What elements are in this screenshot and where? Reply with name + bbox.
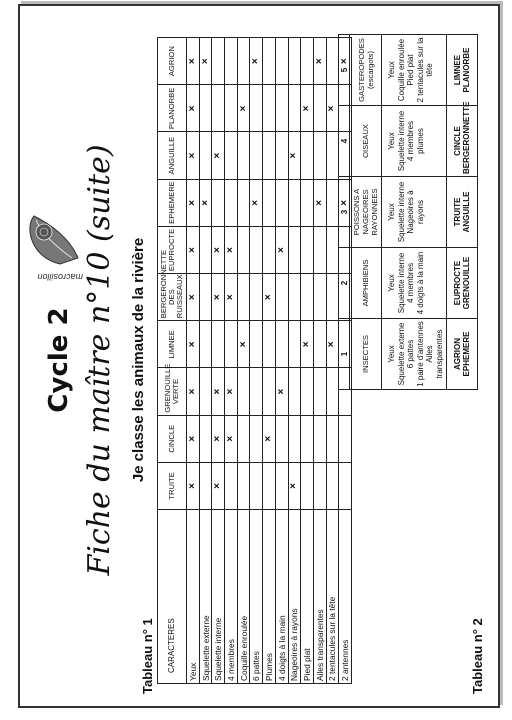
mark-cell	[199, 85, 212, 132]
mark-cell	[301, 38, 314, 85]
feature-line: plumes	[415, 128, 425, 154]
feature-line: 2 tentacules sur la tête	[415, 37, 434, 103]
mark-cell: ×	[212, 226, 225, 273]
characteristic-label: 6 pattes	[250, 510, 263, 684]
animal-header: TRUITE	[158, 462, 187, 509]
mark-cell	[199, 368, 212, 415]
group-animals	[447, 177, 478, 248]
mark-cell: ×	[212, 368, 225, 415]
animal-header: BERGERONNETTE DES RUISSEAUX	[158, 274, 187, 321]
mark-cell: ×	[263, 415, 276, 462]
mark-cell	[301, 368, 314, 415]
mark-cell	[199, 321, 212, 368]
animal-header: GRENOUILLE VERTE	[158, 368, 187, 415]
mark-cell	[225, 132, 238, 179]
classification-table	[338, 34, 478, 390]
group-animals	[447, 101, 478, 177]
feature-line: Ailes transparentes	[425, 329, 444, 379]
mark-cell: ×	[212, 462, 225, 509]
mark-cell	[288, 179, 301, 226]
group-features	[382, 106, 447, 177]
table-row	[313, 38, 326, 684]
feature-line: 6 pattes	[406, 339, 415, 369]
mark-cell	[225, 85, 238, 132]
group-name: INSECTES	[350, 319, 382, 390]
animal-header: LIMNEE	[158, 321, 187, 368]
feature-line: 4 membres	[406, 263, 415, 304]
mark-cell	[326, 415, 339, 462]
mark-cell	[275, 321, 288, 368]
mark-cell	[313, 462, 326, 509]
table-row	[250, 38, 263, 684]
group-features	[382, 177, 447, 248]
group-name-row	[350, 35, 382, 390]
characteristic-label: Pied plat	[301, 510, 314, 684]
mark-cell	[288, 321, 301, 368]
table-row	[263, 38, 276, 684]
mark-cell	[326, 462, 339, 509]
animal-name: CINCLE	[453, 126, 462, 156]
mark-cell: ×	[313, 179, 326, 226]
mark-cell	[275, 38, 288, 85]
feature-line: Yeux	[387, 61, 396, 79]
mark-cell	[250, 226, 263, 273]
mark-cell: ×	[250, 179, 263, 226]
feature-line: Yeux	[387, 132, 396, 150]
feature-line: Yeux	[387, 203, 396, 221]
mark-cell	[237, 368, 250, 415]
group-number: 1	[339, 319, 350, 390]
mark-cell: ×	[225, 226, 238, 273]
mark-cell	[225, 38, 238, 85]
mark-cell: ×	[263, 274, 276, 321]
mark-cell: ×	[301, 321, 314, 368]
mark-cell: ×	[212, 274, 225, 321]
feature-line: Pied plat	[406, 54, 415, 86]
mark-cell: ×	[212, 132, 225, 179]
characteristic-label: Squelette externe	[199, 510, 212, 684]
mark-cell	[250, 274, 263, 321]
mark-cell	[313, 368, 326, 415]
characteristic-label: Yeux	[187, 510, 200, 684]
mark-cell	[313, 274, 326, 321]
mark-cell	[313, 226, 326, 273]
feature-line: Yeux	[387, 345, 396, 363]
animal-name: EUPROCTE	[453, 260, 462, 306]
group-animals	[447, 35, 478, 106]
mark-cell	[250, 368, 263, 415]
group-number-row	[339, 35, 350, 390]
feature-line: Squelette interne	[396, 252, 406, 314]
mark-cell	[326, 274, 339, 321]
table-row	[187, 38, 200, 684]
mark-cell	[250, 85, 263, 132]
characteristics-table	[157, 37, 352, 684]
mark-cell	[288, 226, 301, 273]
animal-name: TRUITE	[453, 197, 462, 227]
mark-cell	[275, 132, 288, 179]
group-features	[382, 35, 447, 106]
mark-cell: ×	[237, 321, 250, 368]
feature-line: Nageoires à rayons	[406, 190, 425, 234]
mark-cell	[212, 85, 225, 132]
characteristic-label: Plumes	[263, 510, 276, 684]
feature-line: 4 membres	[406, 121, 415, 162]
mark-cell	[263, 368, 276, 415]
logo-text: macrosillon	[37, 272, 83, 282]
mark-cell: ×	[212, 415, 225, 462]
mark-cell: ×	[187, 179, 200, 226]
mark-cell	[275, 179, 288, 226]
characteristic-label: Squelette interne	[212, 510, 225, 684]
mark-cell	[237, 226, 250, 273]
mark-cell	[313, 85, 326, 132]
mark-cell: ×	[326, 321, 339, 368]
animal-header: AGRION	[158, 38, 187, 85]
animal-name: AGRION	[453, 338, 462, 370]
mark-cell	[237, 179, 250, 226]
characteristic-label: 2 tentacules sur la tête	[326, 510, 339, 684]
characteristic-label: Nageoires à rayons	[288, 510, 301, 684]
mark-cell	[237, 415, 250, 462]
group-number: 2	[339, 248, 350, 319]
mark-cell	[250, 321, 263, 368]
mark-cell	[199, 415, 212, 462]
mark-cell	[199, 462, 212, 509]
mark-cell	[326, 132, 339, 179]
mark-cell	[263, 38, 276, 85]
group-name: OISEAUX	[350, 106, 382, 177]
mark-cell	[275, 85, 288, 132]
group-name: AMPHIBIENS	[350, 248, 382, 319]
mark-cell	[275, 274, 288, 321]
mark-cell	[263, 179, 276, 226]
mark-cell	[199, 274, 212, 321]
animal-name: EPHEMERE	[462, 331, 471, 377]
fiche-title: Fiche du maître n°10 (suite)	[82, 144, 117, 576]
table-body	[187, 38, 352, 684]
mark-cell	[275, 415, 288, 462]
table-header-row	[158, 38, 187, 684]
feature-line: Coquille enroulée	[396, 38, 406, 102]
table-row	[275, 38, 288, 684]
feature-line: Squelette interne	[396, 110, 406, 172]
mark-cell: ×	[187, 415, 200, 462]
mark-cell: ×	[339, 38, 352, 85]
mark-cell	[263, 132, 276, 179]
mark-cell	[263, 462, 276, 509]
mark-cell	[339, 462, 352, 509]
mark-cell	[288, 415, 301, 462]
mark-cell	[288, 85, 301, 132]
table-row	[301, 38, 314, 684]
mark-cell: ×	[187, 38, 200, 85]
feature-line: 1 paire d'antennes	[415, 321, 425, 387]
mark-cell	[326, 368, 339, 415]
mark-cell: ×	[288, 462, 301, 509]
mark-cell: ×	[275, 226, 288, 273]
mark-cell	[263, 226, 276, 273]
mark-cell	[301, 274, 314, 321]
mark-cell: ×	[187, 368, 200, 415]
mark-cell	[301, 462, 314, 509]
mark-cell: ×	[187, 85, 200, 132]
characteristic-label: 4 doigts à la main	[275, 510, 288, 684]
table-row	[212, 38, 225, 684]
mark-cell: ×	[301, 85, 314, 132]
feature-line: Squelette interne	[396, 181, 406, 243]
group-number: 5	[339, 35, 350, 106]
mark-cell	[313, 321, 326, 368]
mark-cell	[301, 415, 314, 462]
mark-cell: ×	[187, 132, 200, 179]
mark-cell: ×	[187, 462, 200, 509]
mark-cell	[237, 274, 250, 321]
animal-name: LIMNEE	[453, 54, 462, 86]
animal-header: ANGUILLE	[158, 132, 187, 179]
mark-cell	[212, 179, 225, 226]
cycle-title: Cycle 2	[44, 307, 74, 413]
mark-cell	[237, 462, 250, 509]
mark-cell	[199, 226, 212, 273]
feature-line: Squelette externe	[396, 322, 406, 386]
page-subtitle: Je classe les animaux de la rivière	[130, 237, 147, 483]
mark-cell	[263, 321, 276, 368]
mark-cell	[237, 38, 250, 85]
mark-cell	[301, 226, 314, 273]
animal-header: EUPROCTE	[158, 226, 187, 273]
mark-cell	[288, 274, 301, 321]
group-animals-row	[447, 35, 478, 390]
characteristic-label: 4 membres	[225, 510, 238, 684]
characteristic-label: Ailes transparentes	[313, 510, 326, 684]
mark-cell	[326, 179, 339, 226]
animal-name: BERGERONNETTE	[462, 101, 471, 174]
mark-cell	[326, 226, 339, 273]
group-animals	[447, 248, 478, 319]
mark-cell	[212, 38, 225, 85]
group-features-row	[382, 35, 447, 390]
mark-cell	[225, 321, 238, 368]
mark-cell: ×	[288, 132, 301, 179]
mark-cell: ×	[237, 85, 250, 132]
mark-cell: ×	[187, 226, 200, 273]
feature-line: 4 doigts à la main	[415, 251, 425, 315]
mark-cell: ×	[339, 179, 352, 226]
group-features	[382, 248, 447, 319]
animal-name: ANGUILLE	[462, 191, 471, 233]
mark-cell	[288, 38, 301, 85]
animal-header: EPHEMERE	[158, 179, 187, 226]
mark-cell	[263, 85, 276, 132]
mark-cell	[313, 132, 326, 179]
mark-cell	[301, 132, 314, 179]
animal-name: PLANORBE	[462, 47, 471, 93]
mark-cell: ×	[275, 368, 288, 415]
mark-cell	[326, 38, 339, 85]
mark-cell	[212, 321, 225, 368]
mark-cell: ×	[199, 38, 212, 85]
mark-cell	[301, 179, 314, 226]
table-row	[199, 38, 212, 684]
group-features	[382, 319, 447, 390]
table-row	[288, 38, 301, 684]
table-row	[237, 38, 250, 684]
mark-cell: ×	[187, 321, 200, 368]
animal-name: GRENOUILLE	[462, 256, 471, 310]
characteristic-label: 2 antennes	[339, 510, 352, 684]
mark-cell	[288, 368, 301, 415]
mark-cell	[339, 415, 352, 462]
mark-cell	[275, 462, 288, 509]
group-number: 3	[339, 177, 350, 248]
mark-cell: ×	[225, 368, 238, 415]
characteristic-label: Coquille enroulée	[237, 510, 250, 684]
group-name: POISSONS A NAGEOIRES RAYONNEES	[350, 177, 382, 248]
table-row	[326, 38, 339, 684]
mark-cell	[199, 132, 212, 179]
group-animals	[447, 319, 478, 390]
mark-cell: ×	[225, 415, 238, 462]
mark-cell: ×	[187, 274, 200, 321]
group-number: 4	[339, 106, 350, 177]
mark-cell	[250, 415, 263, 462]
mark-cell: ×	[313, 38, 326, 85]
table-row	[225, 38, 238, 684]
mark-cell	[313, 415, 326, 462]
mark-cell	[225, 462, 238, 509]
corner-header: CARACTERES	[158, 510, 187, 684]
mark-cell: ×	[225, 274, 238, 321]
mark-cell: ×	[199, 179, 212, 226]
mark-cell: ×	[250, 38, 263, 85]
mark-cell	[225, 179, 238, 226]
feature-line: Yeux	[387, 274, 396, 292]
group-name: GASTEROPODES (escargots)	[350, 35, 382, 106]
mark-cell: ×	[326, 85, 339, 132]
mark-cell	[250, 462, 263, 509]
animal-header: CINCLE	[158, 415, 187, 462]
tableau-1-label: Tableau n° 1	[140, 618, 155, 694]
tableau-2-label: Tableau n° 2	[470, 618, 485, 694]
mark-cell	[237, 132, 250, 179]
mark-cell	[250, 132, 263, 179]
animal-header: PLANORBE	[158, 85, 187, 132]
